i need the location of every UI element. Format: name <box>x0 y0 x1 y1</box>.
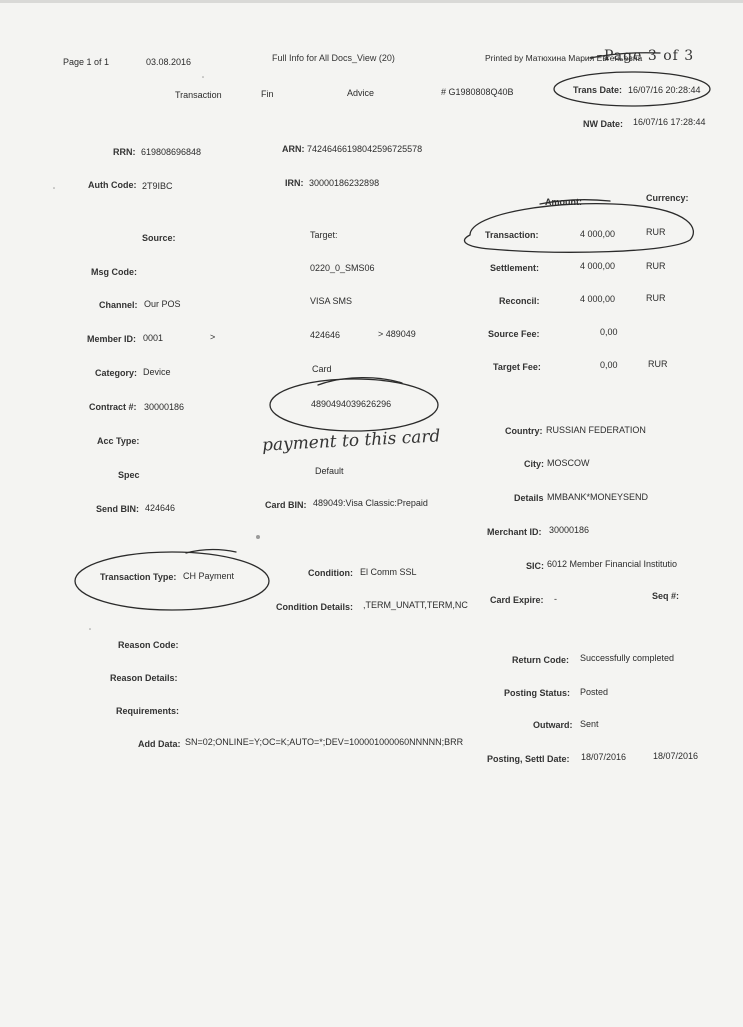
details-label: Details <box>514 493 544 503</box>
channel-source-value: Our POS <box>144 299 181 309</box>
reason-details-label: Reason Details: <box>110 673 178 683</box>
send-bin-label: Send BIN: <box>96 504 140 514</box>
sic-value: 6012 Member Financial Institutio <box>547 559 678 569</box>
print-date: 03.08.2016 <box>146 57 192 67</box>
card-number: 4890494039626296 <box>311 399 392 409</box>
member-id-label: Member ID: <box>87 334 137 344</box>
spec-target-value: Default <box>315 466 344 476</box>
return-code-label: Return Code: <box>512 655 569 665</box>
merchant-id-label: Merchant ID: <box>487 527 542 537</box>
trans-date-value: 16/07/16 20:28:44 <box>628 85 701 95</box>
auth-code-value: 2T9IBC <box>142 181 173 191</box>
details-value: MMBANK*MONEYSEND <box>547 492 649 502</box>
card-expire-label: Card Expire: <box>490 595 544 605</box>
document-number: # G1980808Q40B <box>441 87 514 97</box>
nw-date-value: 16/07/16 17:28:44 <box>633 117 706 127</box>
transaction-type-tail <box>186 550 236 554</box>
category-value: Device <box>143 367 171 377</box>
country-value: RUSSIAN FEDERATION <box>546 425 646 435</box>
channel-target-value: VISA SMS <box>310 296 353 306</box>
spec-label: Spec <box>118 470 140 480</box>
transaction-type-label: Transaction Type: <box>100 572 177 582</box>
card-bin-value: 489049:Visa Classic:Prepaid <box>313 498 428 508</box>
return-code-value: Successfully completed <box>580 653 675 663</box>
rrn-value: 619808696848 <box>141 147 202 157</box>
msg-code-value: 0220_0_SMS06 <box>310 263 375 273</box>
speck <box>89 628 91 630</box>
auth-code-label: Auth Code: <box>88 180 137 190</box>
posting-date-label: Posting, Settl Date: <box>487 754 570 764</box>
member-target-bin: > 489049 <box>378 329 416 339</box>
city-value: MOSCOW <box>547 458 590 468</box>
speck <box>53 187 55 189</box>
city-label: City: <box>524 459 544 469</box>
target-fee-label: Target Fee: <box>493 362 541 372</box>
member-target-value: 424646 <box>310 330 341 340</box>
arn-value: 74246466198042596725578 <box>307 144 423 154</box>
nw-date-label: NW Date: <box>583 119 623 129</box>
rrn-label: RRN: <box>113 147 136 157</box>
speck <box>256 535 260 539</box>
handwritten-note: payment to this card <box>261 426 441 456</box>
condition-details-label: Condition Details: <box>276 602 353 612</box>
type-fin: Fin <box>261 89 274 99</box>
settlement-currency: RUR <box>646 261 666 271</box>
add-data-value: SN=02;ONLINE=Y;OC=K;AUTO=*;DEV=100001000060NNNNN;BRR <box>185 737 464 747</box>
outward-label: Outward: <box>533 720 573 730</box>
country-label: Country: <box>505 426 543 436</box>
contract-value: 30000186 <box>144 402 185 412</box>
condition-details-value: ,TERM_UNATT,TERM,NC <box>363 600 468 610</box>
card-expire-value: - <box>554 594 557 604</box>
settlement-value: 4 000,00 <box>580 261 616 271</box>
transaction-amount-label: Transaction: <box>485 230 539 240</box>
posting-status-value: Posted <box>580 687 609 697</box>
member-id-value: 0001 <box>143 333 164 343</box>
type-transaction: Transaction <box>175 90 222 100</box>
category-label: Category: <box>95 368 138 378</box>
merchant-id-value: 30000186 <box>549 525 590 535</box>
settl-date-value: 18/07/2016 <box>653 751 699 761</box>
transaction-currency: RUR <box>646 227 666 237</box>
page-stamp: Page 3 of 3 <box>604 48 695 64</box>
acc-type-label: Acc Type: <box>97 436 140 446</box>
category-target-value: Card <box>312 364 332 374</box>
card-bin-label: Card BIN: <box>265 500 307 510</box>
msg-code-label: Msg Code: <box>91 267 137 277</box>
irn-value: 30000186232898 <box>309 178 380 188</box>
report-title: Full Info for All Docs_View (20) <box>272 53 395 63</box>
source-label: Source: <box>142 233 176 243</box>
pen-marks <box>0 3 743 1027</box>
type-advice: Advice <box>347 88 375 98</box>
printed-by: Printed by Матюхина Мария Евгеньевна <box>485 53 643 63</box>
condition-label: Condition: <box>308 568 353 578</box>
source-fee-value: 0,00 <box>600 327 618 337</box>
speck <box>202 76 204 78</box>
seq-label: Seq #: <box>652 591 680 601</box>
contract-label: Contract #: <box>89 402 137 412</box>
target-fee-currency: RUR <box>648 359 668 369</box>
trans-date-label: Trans Date: <box>573 85 623 95</box>
amount-header: Amount: <box>545 197 582 207</box>
source-fee-label: Source Fee: <box>488 329 540 339</box>
card-number-tail <box>318 378 402 385</box>
posting-status-label: Posting Status: <box>504 688 571 698</box>
currency-header: Currency: <box>646 193 689 203</box>
settlement-label: Settlement: <box>490 263 540 273</box>
condition-value: El Comm SSL <box>360 567 417 577</box>
target-fee-value: 0,00 <box>600 360 618 370</box>
transaction-amount-value: 4 000,00 <box>580 229 616 239</box>
outward-value: Sent <box>580 719 599 729</box>
channel-label: Channel: <box>99 300 138 310</box>
target-label: Target: <box>310 230 338 240</box>
member-arrow: > <box>210 332 216 342</box>
reconcil-value: 4 000,00 <box>580 294 616 304</box>
reconcil-currency: RUR <box>646 293 666 303</box>
sic-label: SIC: <box>526 561 544 571</box>
posting-date-value: 18/07/2016 <box>581 752 627 762</box>
send-bin-value: 424646 <box>145 503 176 513</box>
add-data-label: Add Data: <box>138 739 181 749</box>
reason-code-label: Reason Code: <box>118 640 179 650</box>
arn-label: ARN: <box>282 144 305 154</box>
irn-label: IRN: <box>285 178 304 188</box>
transaction-type-value: CH Payment <box>183 571 235 581</box>
reconcil-label: Reconcil: <box>499 296 540 306</box>
requirements-label: Requirements: <box>116 706 180 716</box>
page-indicator: Page 1 of 1 <box>63 57 110 67</box>
